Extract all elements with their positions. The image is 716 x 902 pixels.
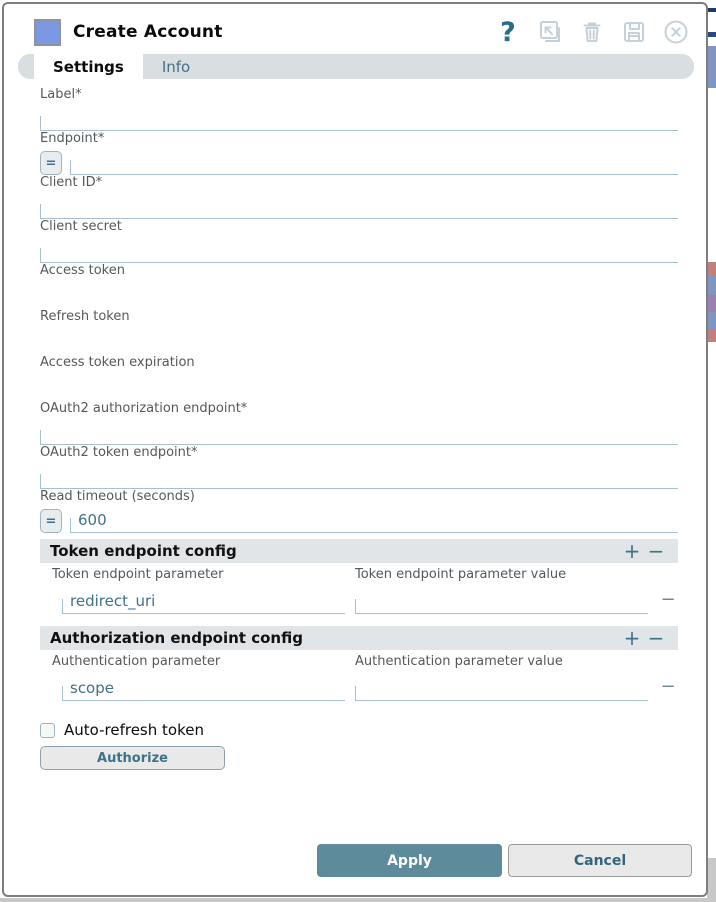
field-oauth2-token-endpoint xyxy=(40,445,678,489)
background-page-strip xyxy=(707,0,716,902)
column-header: Token endpoint parameter xyxy=(52,567,224,582)
field-client-secret-caption: Client secret xyxy=(40,219,122,234)
apply-button[interactable]: Apply xyxy=(317,844,502,877)
authentication-parameter-value-input[interactable] xyxy=(355,676,648,700)
header-toolbar xyxy=(494,18,690,46)
read-timeout-input[interactable] xyxy=(70,508,678,532)
auto-refresh-checkbox[interactable] xyxy=(40,723,55,738)
token-endpoint-config-header xyxy=(40,539,678,563)
trash-icon[interactable] xyxy=(578,18,606,46)
token-endpoint-config-section xyxy=(40,539,678,620)
field-client-id-caption: Client ID* xyxy=(40,175,103,190)
auto-refresh-row xyxy=(40,721,678,739)
background-fragment xyxy=(707,275,716,295)
column-headers xyxy=(40,654,678,669)
settings-form xyxy=(4,79,706,844)
remove-row-icon[interactable]: − xyxy=(647,626,665,650)
field-oauth2-token-endpoint-caption: OAuth2 token endpoint* xyxy=(40,445,198,460)
column-header: Token endpoint parameter value xyxy=(355,567,567,582)
field-client-secret xyxy=(40,219,678,263)
field-label xyxy=(40,87,678,131)
remove-row-icon[interactable]: − xyxy=(660,676,676,697)
background-fragment xyxy=(707,262,716,275)
oauth2-token-endpoint-input[interactable] xyxy=(40,464,678,488)
background-fragment xyxy=(707,32,716,37)
help-icon[interactable]: ? xyxy=(500,16,516,48)
remove-row-icon[interactable]: − xyxy=(660,589,676,610)
table-row xyxy=(40,669,678,701)
client-secret-input[interactable] xyxy=(40,238,678,262)
column-header: Authentication parameter xyxy=(52,654,221,669)
column-header: Authentication parameter value xyxy=(355,654,563,669)
add-row-icon[interactable]: + xyxy=(623,626,641,650)
background-fragment xyxy=(707,330,716,342)
background-scrollbar-thumb xyxy=(707,46,716,88)
field-access-token xyxy=(40,263,678,309)
authorization-endpoint-config-section xyxy=(40,626,678,707)
background-fragment xyxy=(707,312,716,330)
field-endpoint-caption: Endpoint* xyxy=(40,131,105,146)
field-oauth2-authorization-endpoint xyxy=(40,401,678,445)
tab-settings[interactable]: Settings xyxy=(34,54,143,79)
authorize-button[interactable]: Authorize xyxy=(40,746,225,770)
field-refresh-token xyxy=(40,309,678,355)
popout-icon[interactable] xyxy=(536,18,564,46)
account-type-icon xyxy=(34,19,61,46)
client-id-input[interactable] xyxy=(40,194,678,218)
label-input[interactable] xyxy=(40,106,678,130)
add-row-icon[interactable]: + xyxy=(623,539,641,563)
tab-info[interactable]: Info xyxy=(161,57,191,76)
background-fragment xyxy=(707,8,716,12)
oauth2-authorization-endpoint-input[interactable] xyxy=(40,420,678,444)
field-label-caption: Label* xyxy=(40,87,82,102)
endpoint-input[interactable] xyxy=(70,150,678,174)
auto-refresh-label: Auto-refresh token xyxy=(64,721,204,739)
field-access-token-caption: Access token xyxy=(40,263,125,278)
field-refresh-token-caption: Refresh token xyxy=(40,309,130,324)
create-account-dialog xyxy=(2,2,708,897)
field-client-id xyxy=(40,175,678,219)
section-title: Token endpoint config xyxy=(50,542,237,560)
read-timeout-expression-button[interactable]: = xyxy=(40,509,62,533)
token-endpoint-parameter-value-input[interactable] xyxy=(355,589,648,613)
dialog-footer xyxy=(4,844,706,895)
field-read-timeout-caption: Read timeout (seconds) xyxy=(40,489,195,504)
section-title: Authorization endpoint config xyxy=(50,629,303,647)
field-oauth2-authorization-endpoint-caption: OAuth2 authorization endpoint* xyxy=(40,401,248,416)
tab-bar xyxy=(18,54,694,79)
field-access-token-expiration-caption: Access token expiration xyxy=(40,355,195,370)
authentication-parameter-input[interactable] xyxy=(62,676,345,700)
background-fragment xyxy=(707,295,716,312)
authorization-endpoint-config-header xyxy=(40,626,678,650)
dialog-header xyxy=(4,4,706,50)
close-icon[interactable] xyxy=(662,18,690,46)
background-bottom-strip xyxy=(0,898,716,902)
cancel-button[interactable]: Cancel xyxy=(508,844,692,877)
field-endpoint xyxy=(40,131,678,175)
table-row xyxy=(40,582,678,614)
dialog-title: Create Account xyxy=(73,22,223,42)
endpoint-expression-button[interactable]: = xyxy=(40,151,62,175)
field-access-token-expiration xyxy=(40,355,678,401)
save-icon[interactable] xyxy=(620,18,648,46)
token-endpoint-parameter-input[interactable] xyxy=(62,589,345,613)
field-read-timeout xyxy=(40,489,678,533)
column-headers xyxy=(40,567,678,582)
remove-row-icon[interactable]: − xyxy=(647,539,665,563)
background-fragment xyxy=(707,858,716,902)
